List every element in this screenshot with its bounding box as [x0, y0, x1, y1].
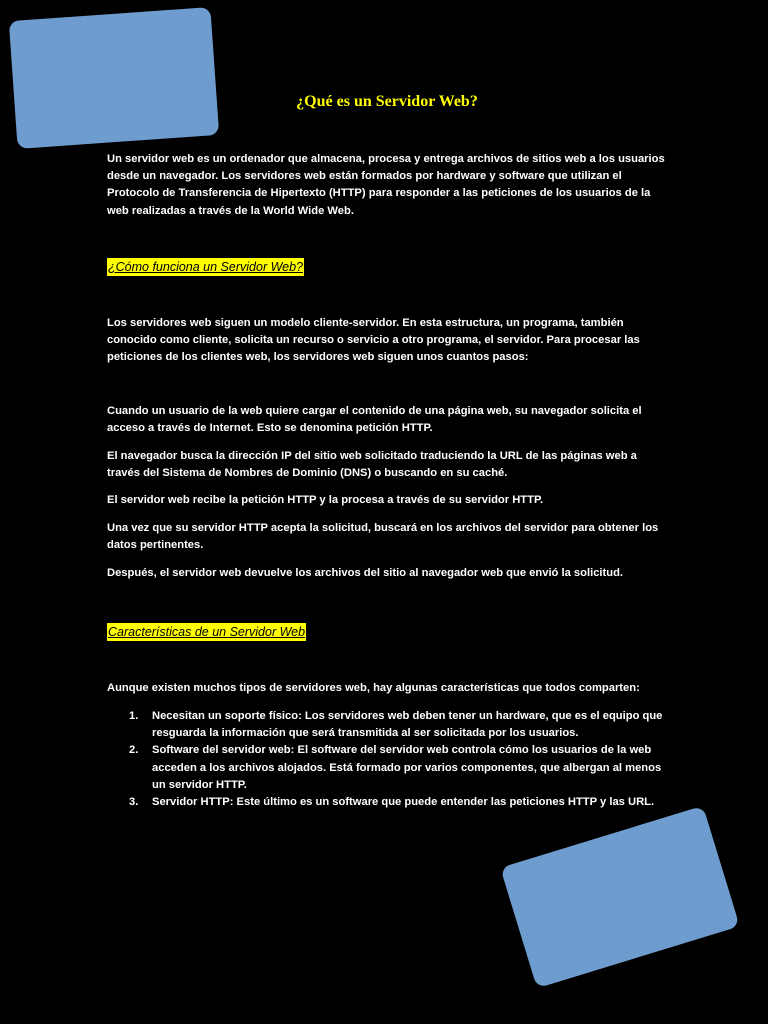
decorative-rectangle-top: [9, 7, 219, 149]
list-item-number: 3.: [129, 796, 139, 809]
paragraph-dns: El navegador busca la dirección IP del sitio web solicitado traduciendo la URL de las páginas web a través del Sistema de Nombres de Dominio (DNS) o buscando en su caché.: [107, 450, 637, 480]
section-heading-caracteristicas: Características de un Servidor Web: [108, 625, 306, 639]
list-item: [107, 708, 667, 742]
list-item-number: 1.: [129, 710, 139, 722]
list-item-number: 2.: [129, 744, 139, 757]
paragraph-modelo-cliente-servidor: Los servidores web siguen un modelo cliente-servidor. En esta estructura, un programa, también conocido como cliente, solicita un recurso o servicio a otro programa, el servidor. Para procesar las peticiones de los clientes web, los servidores web siguen unos cuantos pasos:: [107, 317, 640, 364]
intro-paragraph: Un servidor web es un ordenador que almacena, procesa y entrega archivos de sitios web a los usuarios desde un navegador. Los servidores web están formados por hardware y software que utilizan el Protocolo de Transferencia de Hipertexto (HTTP) para responder a las peticiones de los usuarios de la web realizadas a través de la World Wide Web.: [107, 153, 665, 217]
list-item: [107, 742, 667, 794]
list-item: [107, 794, 667, 811]
features-list: [107, 708, 667, 811]
section-heading-como-funciona: ¿Cómo funciona un Servidor Web?: [108, 260, 304, 274]
paragraph-servidor-recibe: El servidor web recibe la petición HTTP y la procesa a través de su servidor HTTP.: [107, 494, 544, 506]
list-item-text: Software del servidor web: El software del servidor web controla cómo los usuarios de la web acceden a los archivos alojados. Está formado por varios componentes, que albergan al menos un servidor HTTP.: [152, 744, 662, 791]
page-title: ¿Qué es un Servidor Web?: [296, 93, 478, 110]
paragraph-caracteristicas-intro: Aunque existen muchos tipos de servidores web, hay algunas características que todos comparten:: [107, 682, 640, 694]
paragraph-solicitud-aceptada: Una vez que su servidor HTTP acepta la solicitud, buscará en los archivos del servidor para obtener los datos pertinentes.: [107, 522, 659, 552]
paragraph-peticion-http: Cuando un usuario de la web quiere cargar el contenido de una página web, su navegador solicita el acceso a través de Internet. Esto se denomina petición HTTP.: [107, 405, 642, 435]
decorative-rectangle-bottom: [500, 806, 740, 988]
list-item-text: Servidor HTTP: Este último es un software que puede entender las peticiones HTTP y las URL.: [152, 796, 655, 809]
list-item-text: Necesitan un soporte físico: Los servidores web deben tener un hardware, que es el equipo que resguarda la información que será transmitida al ser solicitada por los usuarios.: [152, 710, 663, 740]
paragraph-devuelve-archivos: Después, el servidor web devuelve los archivos del sitio al navegador web que envió la solicitud.: [107, 567, 624, 579]
